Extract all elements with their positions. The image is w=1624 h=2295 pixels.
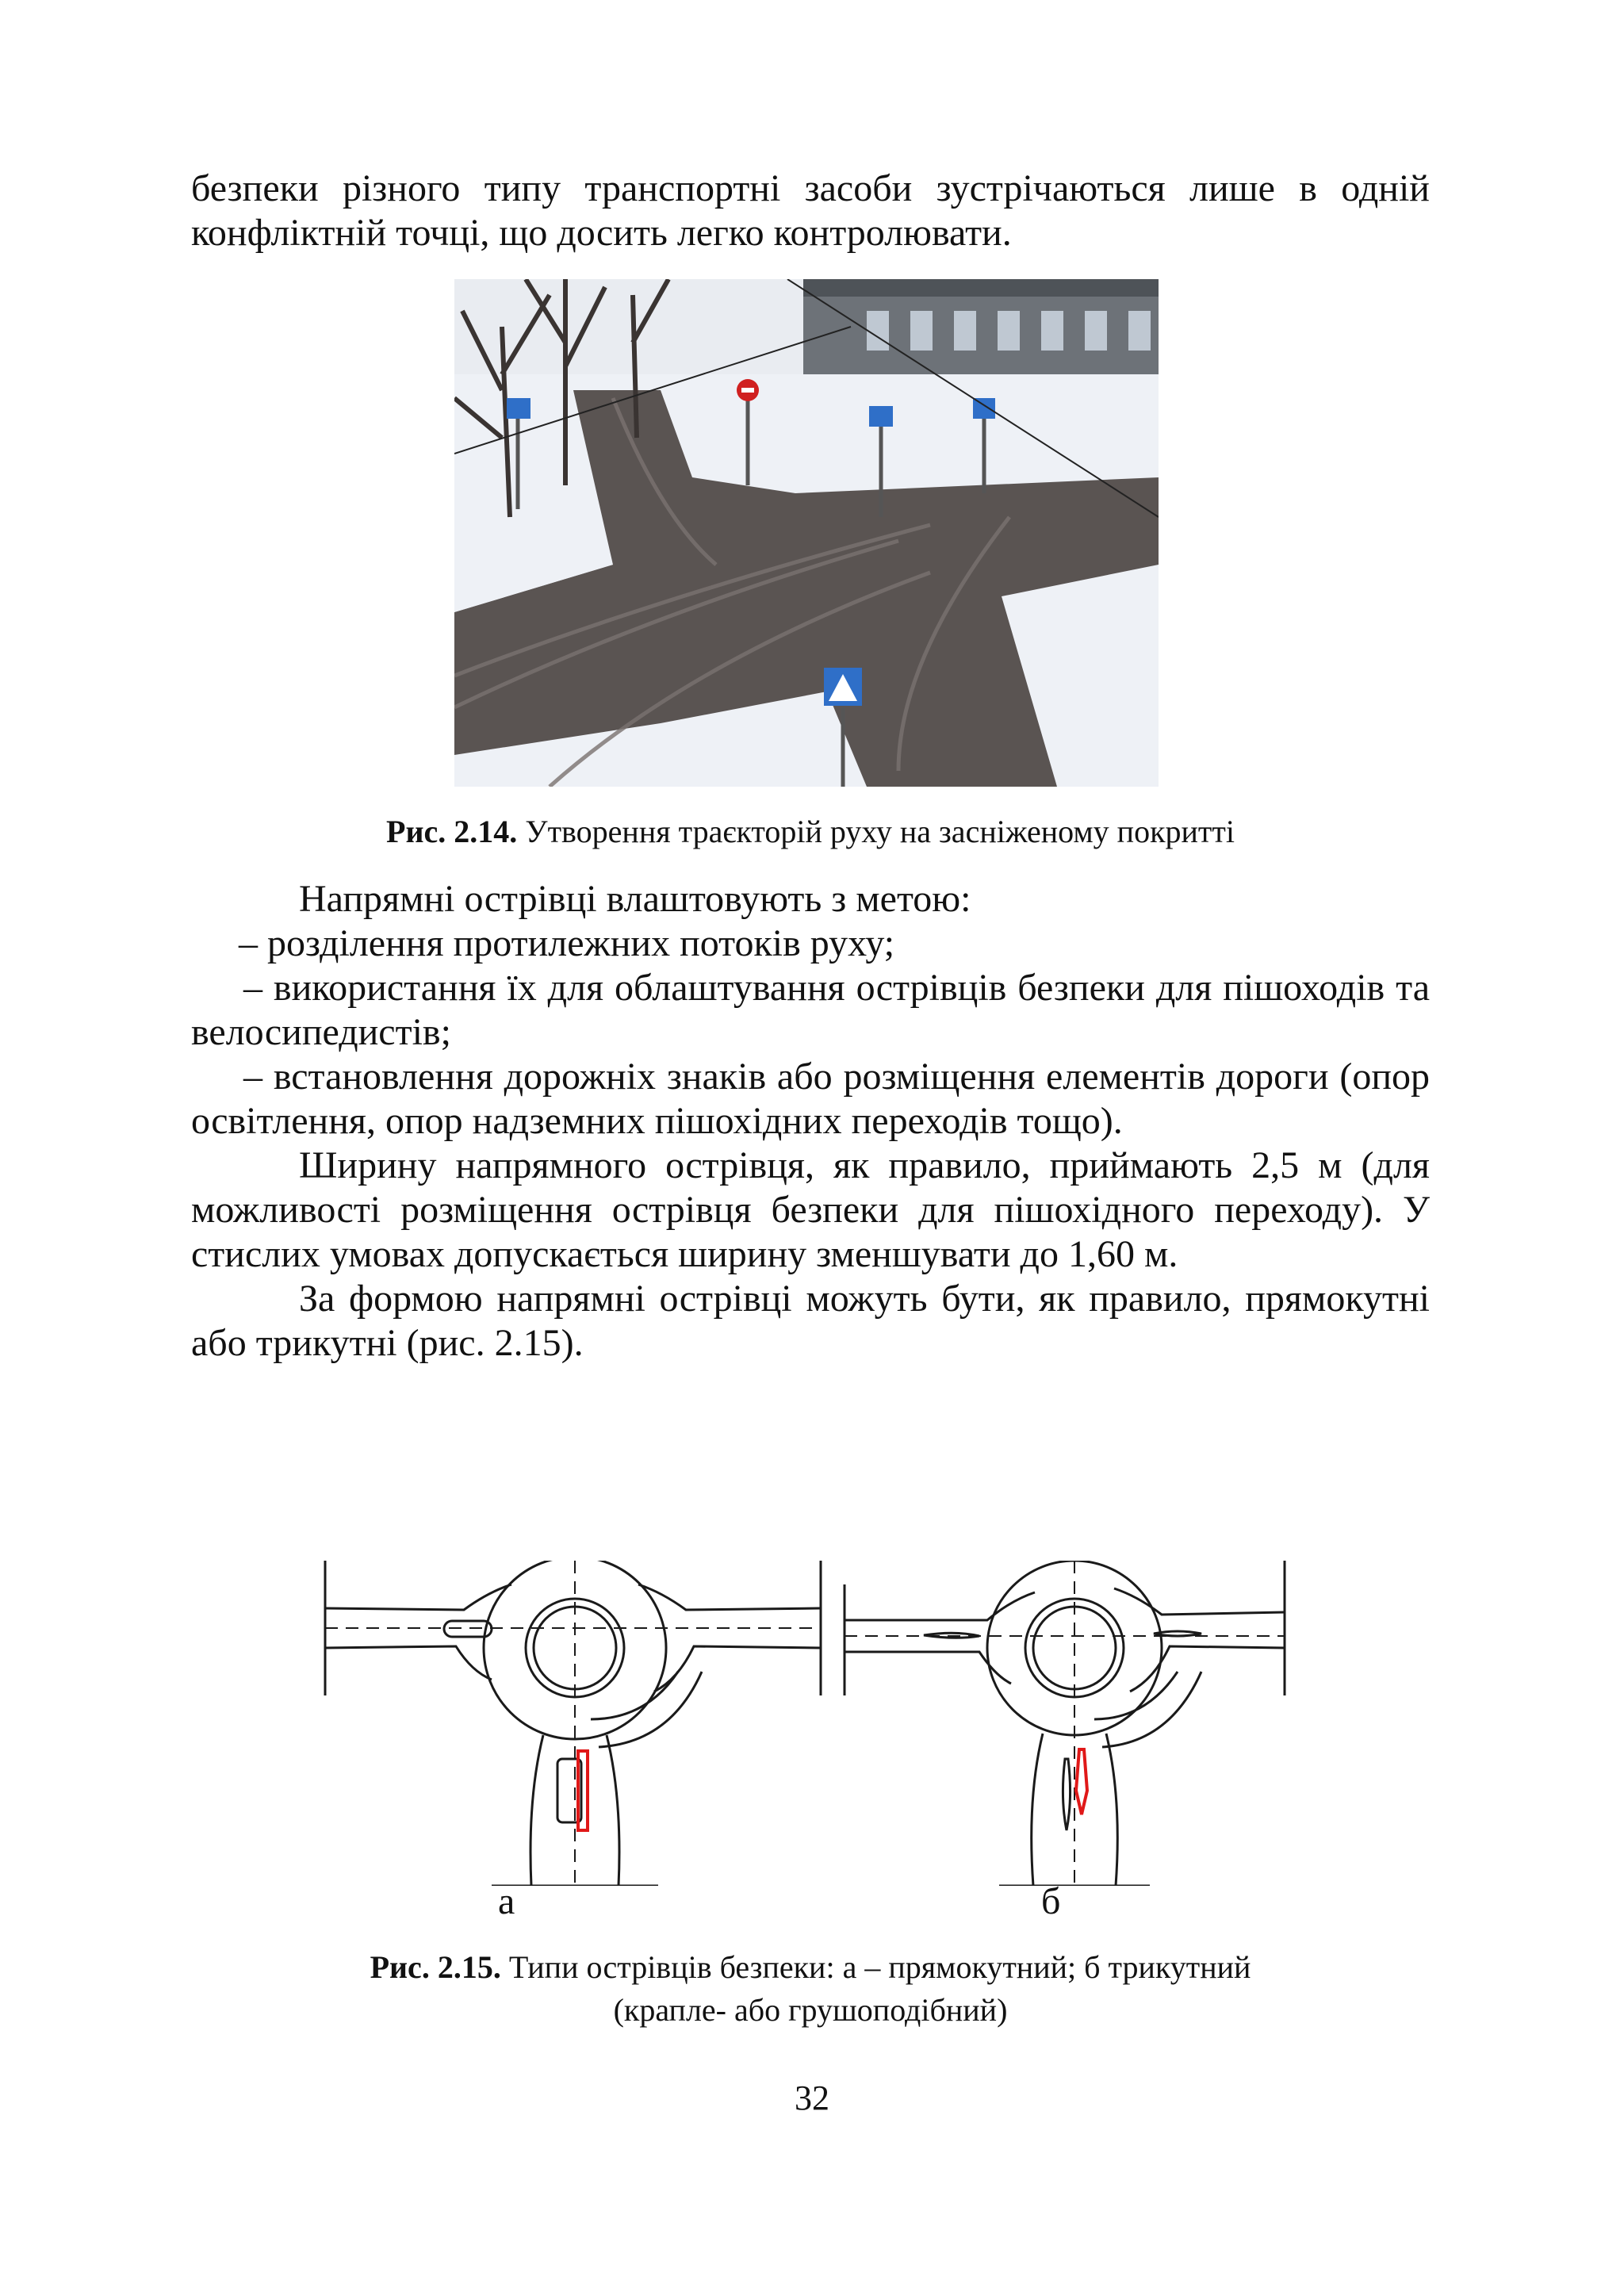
text-top [191, 167, 1430, 255]
list-item-signs: – встановлення дорожніх знаків або розміщення елементів дороги (опор освітлення, опор надземних пішохідних переходів тощо). [191, 1056, 1430, 1142]
rectangular-island-highlight [578, 1751, 588, 1830]
figure-2-14-caption [191, 810, 1430, 853]
figure-2-15-text: Типи острівців безпеки: а – прямокутний; б трикутний [508, 1949, 1251, 1985]
figure-2-15-text-continued: (крапле- або грушоподібний) [613, 1992, 1008, 2028]
sub-label-b: б [1041, 1880, 1061, 1922]
paragraph-purpose: Напрямні острівці влаштовують з метою: [299, 878, 971, 920]
paragraph-shape: За формою напрямні острівці можуть бути, як правило, прямокутні або трикутні (рис. 2.15). [191, 1278, 1430, 1364]
triangular-island-highlight [1076, 1749, 1087, 1814]
figure-2-15-caption [191, 1946, 1430, 2032]
sub-label-a: а [498, 1880, 515, 1922]
paragraph-intro: безпеки різного типу транспортні засоби зустрічаються лише в одній конфліктній точці, що досить легко контролювати. [191, 167, 1430, 254]
text-middle [191, 877, 1430, 1366]
list-item-separation: – розділення протилежних потоків руху; [239, 922, 895, 964]
figure-2-14-label: Рис. 2.14. [386, 814, 518, 849]
roundabout-types-drawing [321, 1561, 1304, 1886]
list-item-pedestrians: – використання їх для облаштування острівців безпеки для пішоходів та велосипедистів; [191, 967, 1430, 1053]
snowy-intersection-illustration [454, 279, 1159, 787]
paragraph-width: Ширину напрямного острівця, як правило, приймають 2,5 м (для можливості розміщення острівця безпеки для пішохідного переходу). У стислих умовах допускається ширину зменшувати до 1,60 м. [191, 1144, 1430, 1275]
intersection-photo [454, 279, 1159, 787]
figure-2-15-label: Рис. 2.15. [370, 1949, 501, 1985]
figure-2-15-diagram [321, 1561, 1304, 1886]
figure-2-14-text: Утворення траєкторій руху на засніженому покритті [525, 814, 1235, 849]
page-number: 32 [795, 2079, 829, 2117]
